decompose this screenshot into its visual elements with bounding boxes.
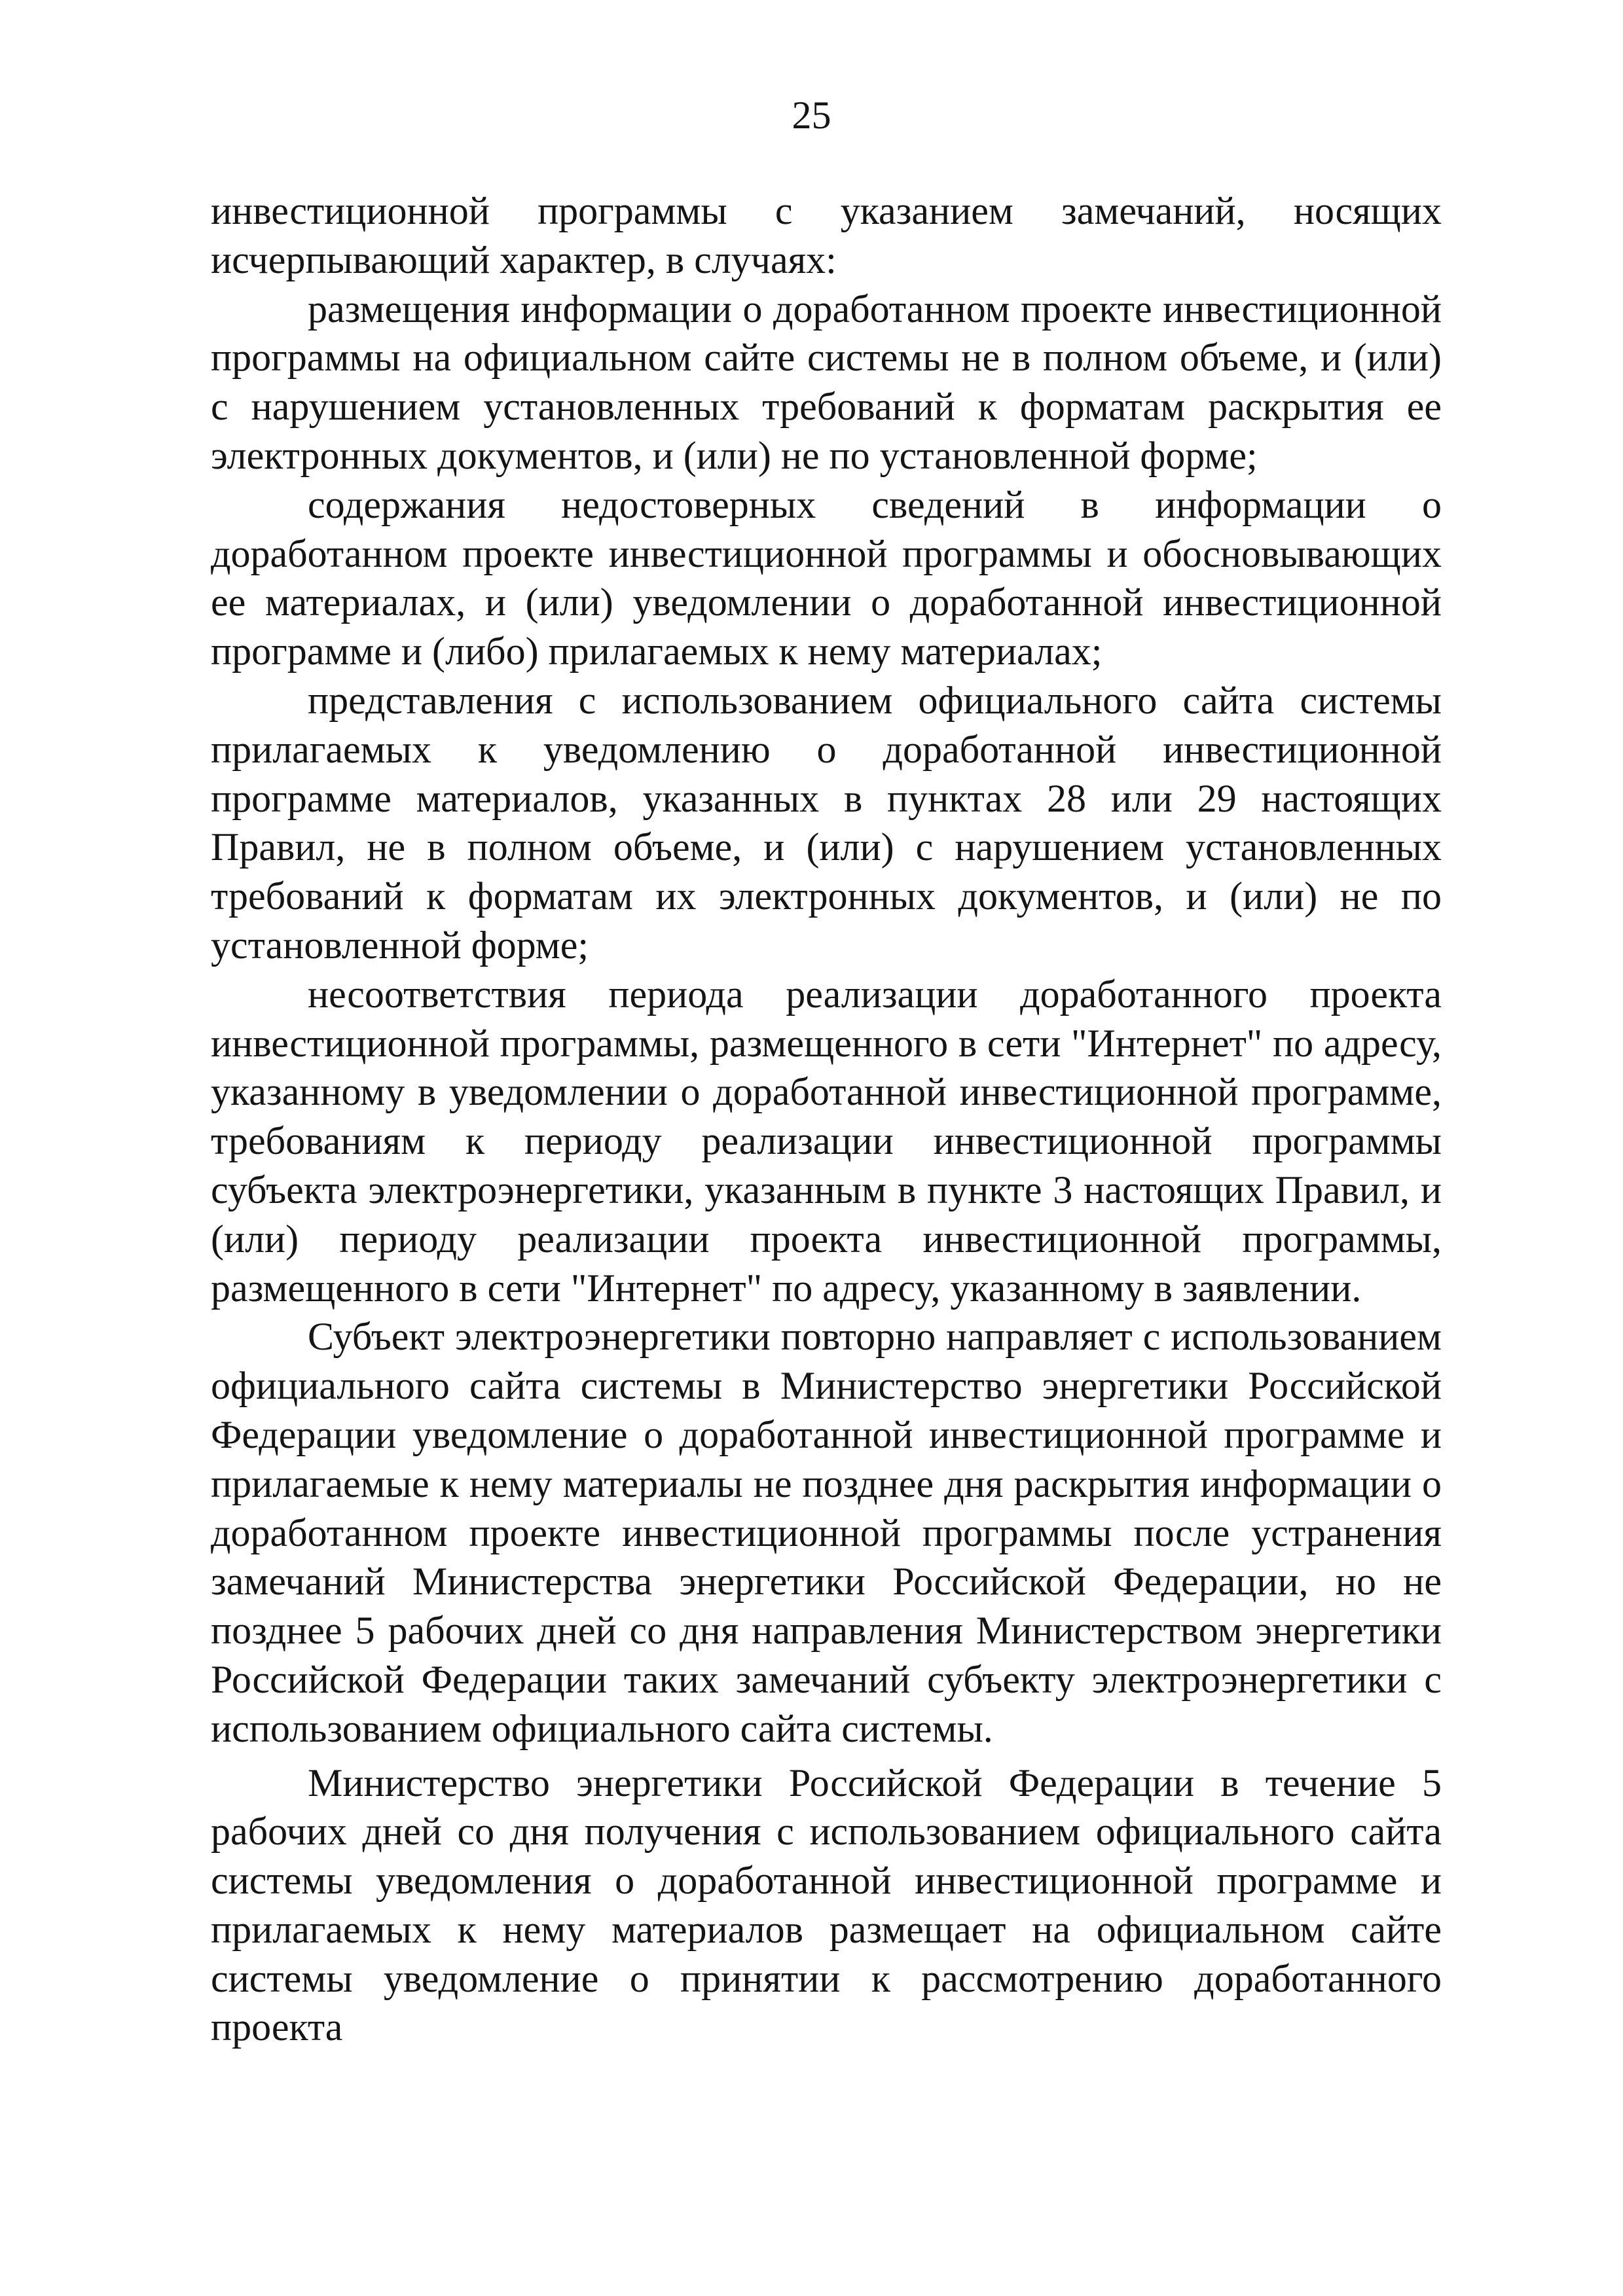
paragraph-case-placement: размещения информации о доработанном проекте инвестиционной программы на официальном сайте системы не в полном объеме, и (или) с нарушением установленных требований к форматам раскрытия ее электронных документов, и (или) не по установленной форме; xyxy=(211,287,1442,477)
paragraph-continuation: инвестиционной программы с указанием замечаний, носящих исчерпывающий характер, в случаях: xyxy=(211,189,1442,281)
page-number: 25 xyxy=(792,94,831,137)
paragraph-case-unreliable-info: содержания недостоверных сведений в информации о доработанном проекте инвестиционной программы и обосновывающих ее материалах, и (или) уведомлении о доработанной инвестиционной программе и (либо) прилагаемых к нему материалах; xyxy=(211,482,1442,673)
document-body xyxy=(211,187,1442,2052)
paragraph-resubmission: Субъект электроэнергетики повторно направляет с использованием официального сайта системы в Министерство энергетики Российской Федерации уведомление о доработанной инвестиционной программе и прилагаемые к нему материалы не позднее дня раскрытия информации о доработанном проекте инвестиционной программы после устранения замечаний Министерства энергетики Российской Федерации, но не позднее 5 рабочих дней со дня направления Министерством энергетики Российской Федерации таких замечаний субъекту электроэнергетики с использованием официального сайта системы. xyxy=(211,1315,1442,1750)
paragraph-case-period-mismatch: несоответствия периода реализации доработанного проекта инвестиционной программы, размещенного в сети "Интернет" по адресу, указанному в уведомлении о доработанной инвестиционной программе, требованиям к периоду реализации инвестиционной программы субъекта электроэнергетики, указанным в пункте 3 настоящих Правил, и (или) периоду реализации проекта инвестиционной программы, размещенного в сети "Интернет" по адресу, указанному в заявлении. xyxy=(211,972,1442,1310)
paragraph-case-incomplete-materials: представления с использованием официального сайта системы прилагаемых к уведомлению о доработанной инвестиционной программе материалов, указанных в пунктах 28 или 29 настоящих Правил, не в полном объеме, и (или) с нарушением установленных требований к форматам их электронных документов, и (или) не по установленной форме; xyxy=(211,678,1442,967)
paragraph-ministry-review: Министерство энергетики Российской Федерации в течение 5 рабочих дней со дня получения с использованием официального сайта системы уведомления о доработанной инвестиционной программе и прилагаемых к нему материалов размещает на официальном сайте системы уведомление о принятии к рассмотрению доработанного проекта xyxy=(211,1761,1442,2049)
